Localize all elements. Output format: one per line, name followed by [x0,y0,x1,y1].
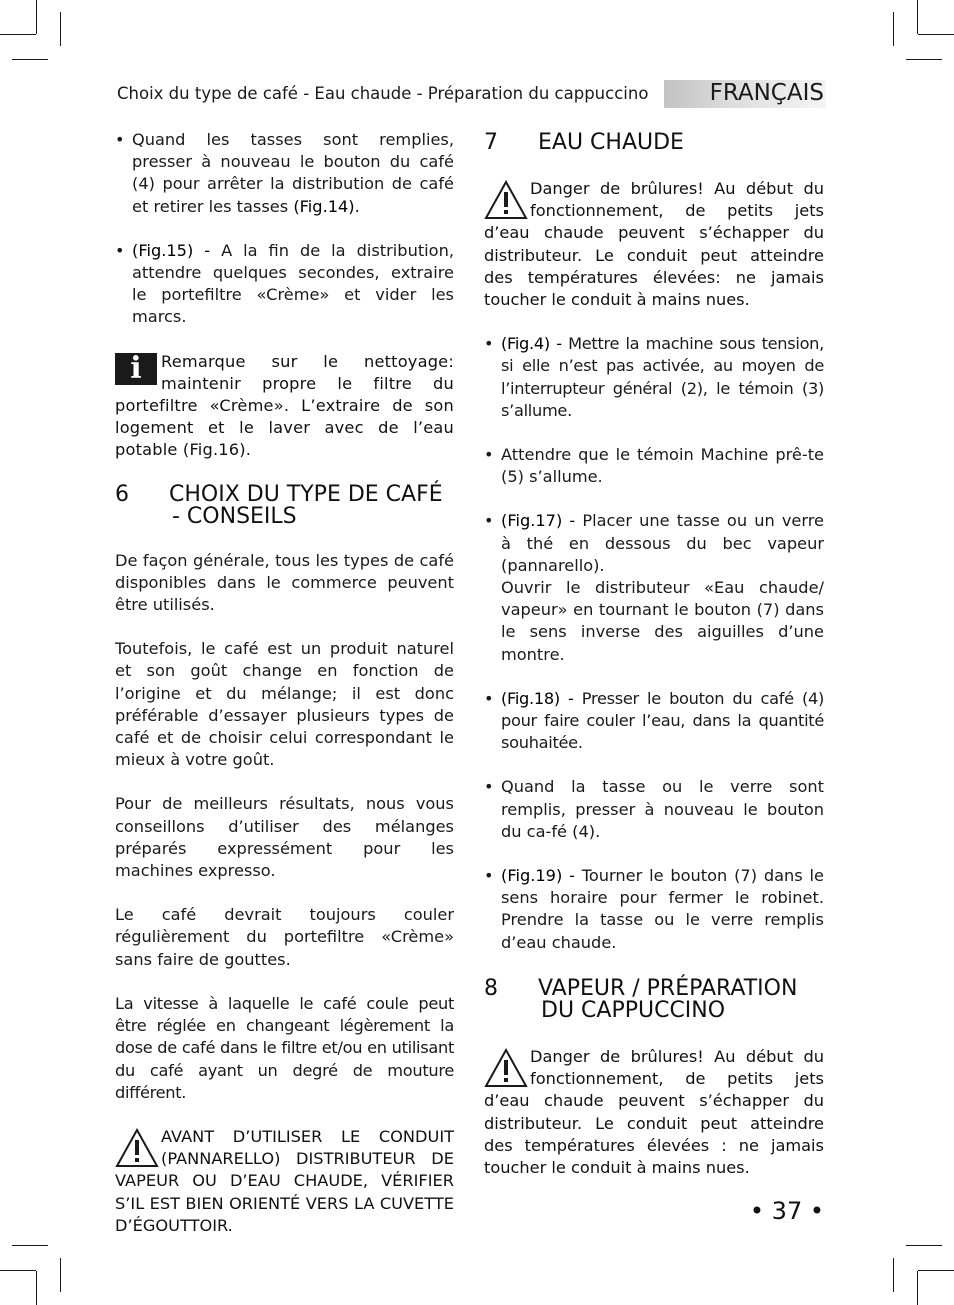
warning-text: AVANT D’UTILISER LE CONDUIT (PANNARELLO) DISTRIBUTEUR DE VAPEUR OU D’EAU CHAUDE, VÉRIFIER S’IL EST BIEN ORIENTÉ VERS LA CUVETTE D’ÉGOUTTOIR. [115,1126,454,1235]
section-title-line1: CHOIX DU TYPE DE CAFÉ [169,481,443,507]
section-title-line1: VAPEUR / PRÉPARATION [538,975,798,1001]
section-number: 6 [115,481,129,507]
warning-text: Danger de brûlures! Au début du fonctionnement, de petits jets d’eau chaude peuvent s’échapper du distributeur. Le conduit peut atteindre des températures élevées : ne jamais toucher le conduit à mains nues. [484,1046,824,1177]
paragraph: La vitesse à laquelle le café coule peut être réglée en changeant légèrement la dose de café dans le filtre et/ou en utilisant du café ayant un degré de mouture différent. [115,993,454,1102]
warning-icon [484,1048,528,1088]
bullet-item [484,510,824,665]
cleaning-note [115,351,454,462]
crop-mark [917,1271,918,1305]
bullet-text: Quand les tasses sont remplies, presser à nouveau le bouton du café (4) pour arrêter la distribution de café et retirer les tasses [132,130,454,216]
bullet-text: Tourner le bouton (7) dans le sens horaire pour fermer le robinet. Prendre la tasse ou le verre remplis d’eau chaude. [501,866,824,952]
crop-mark [36,1271,37,1305]
section-title-line2: - CONSEILS [172,503,297,529]
section-title-line2: DU CAPPUCCINO [541,997,726,1023]
section-7-title [484,132,824,154]
bullet-text-continued: Ouvrir le distributeur «Eau chaude/ vapeur» en tournant le bouton (7) dans le sens inverse des aiguilles d’une montre. [501,578,824,664]
crop-mark [906,1245,942,1246]
warning-text: Danger de brûlures! Au début du fonctionnement, de petits jets d’eau chaude peuvent s’échapper du distributeur. Le conduit peut atteindre des températures élevées: ne jamais toucher le conduit à mains nues. [484,179,824,310]
bullet-text: Presser le bouton du café (4) pour faire couler l’eau, dans la quantité souhaitée. [501,688,824,753]
figure-reference: (Fig.18) - [501,688,574,708]
bullet-item [484,865,824,954]
bullet-dot: • [115,240,125,260]
language-label: FRANÇAIS [709,80,824,106]
section-6-title [115,481,454,529]
bullet-dot: • [484,445,494,465]
figure-reference: (Fig.4) - [501,334,562,354]
bullet-text: Attendre que le témoin Machine prê-te (5) s’allume. [501,445,824,487]
bullet-item [115,129,454,218]
bullet-dot: • [484,511,494,531]
crop-mark [906,59,942,60]
crop-mark [12,59,48,60]
crop-mark [0,34,36,35]
bullet-dot: • [484,334,494,354]
running-header-title: Choix du type de café - Eau chaude - Préparation du cappuccino [117,84,649,103]
note-text: Remarque sur le nettoyage: maintenir propre le filtre du portefiltre «Crème». L’extraire de son logement et le laver avec de l’eau potable (Fig.16). [115,351,454,460]
figure-reference: (Fig.14) [293,196,355,216]
bullet-dot: • [484,688,494,708]
bullet-item [484,333,824,422]
bullet-item [484,688,824,755]
section-number: 8 [484,975,498,1001]
crop-mark [60,1258,61,1292]
section-number: 7 [484,130,498,155]
bullet-text: A la fin de la distribution, attendre quelques secondes, extraire le portefiltre «Crème» et vider les marcs. [132,240,454,327]
bullet-dot: • [115,130,125,149]
crop-mark [36,0,37,34]
crop-mark [918,34,954,35]
paragraph: De façon générale, tous les types de café disponibles dans le commerce peuvent être utilisés. [115,550,454,615]
crop-mark [60,12,61,46]
bullet-item [484,444,824,488]
bullet-dot: • [484,866,494,886]
crop-mark [917,0,918,34]
bullet-text: Mettre la machine sous tension, si elle n’est pas activée, au moyen de l’interrupteur général (2), le témoin (3) s’allume. [501,334,824,420]
language-tab [664,80,826,108]
info-icon: i [115,353,157,385]
warning-icon [115,1128,159,1168]
steam-warning [115,1126,454,1237]
crop-mark [893,12,894,46]
bullet-text: Quand la tasse ou le verre sont remplis, presser à nouveau le bouton du ca-fé (4). [501,777,824,841]
paragraph: Toutefois, le café est un produit naturel et son goût change en fonction de l’origine et du mélange; il est donc préférable d’essayer plusieurs types de café et de choisir celui correspondant le mieux à votre goût. [115,639,454,770]
paragraph: Pour de meilleurs résultats, nous vous conseillons d’utiliser des mélanges préparés expressément pour les machines expresso. [115,794,454,881]
crop-mark [12,1245,48,1246]
burn-warning [484,1046,824,1179]
figure-reference: (Fig.15) - [132,240,211,260]
right-column [484,129,824,1201]
bullet-text: Placer une tasse ou un verre à thé en dessous du bec vapeur (pannarello). [501,511,824,575]
bullet-item [115,240,454,329]
bullet-dot: • [484,777,494,797]
crop-mark [918,1270,954,1271]
section-8-title [484,975,824,1023]
figure-reference: (Fig.19) - [501,866,575,886]
section-title: EAU CHAUDE [538,130,684,155]
burn-warning [484,178,824,311]
left-column [115,129,454,1259]
crop-mark [0,1270,36,1271]
paragraph: Le café devrait toujours couler régulièrement du portefiltre «Crème» sans faire de gouttes. [115,905,454,969]
page-number: • 37 • [749,1197,824,1225]
figure-reference: (Fig.17) - [501,511,576,531]
crop-mark [893,1258,894,1292]
bullet-end: . [354,196,360,216]
bullet-item [484,776,824,843]
warning-icon [484,180,528,220]
